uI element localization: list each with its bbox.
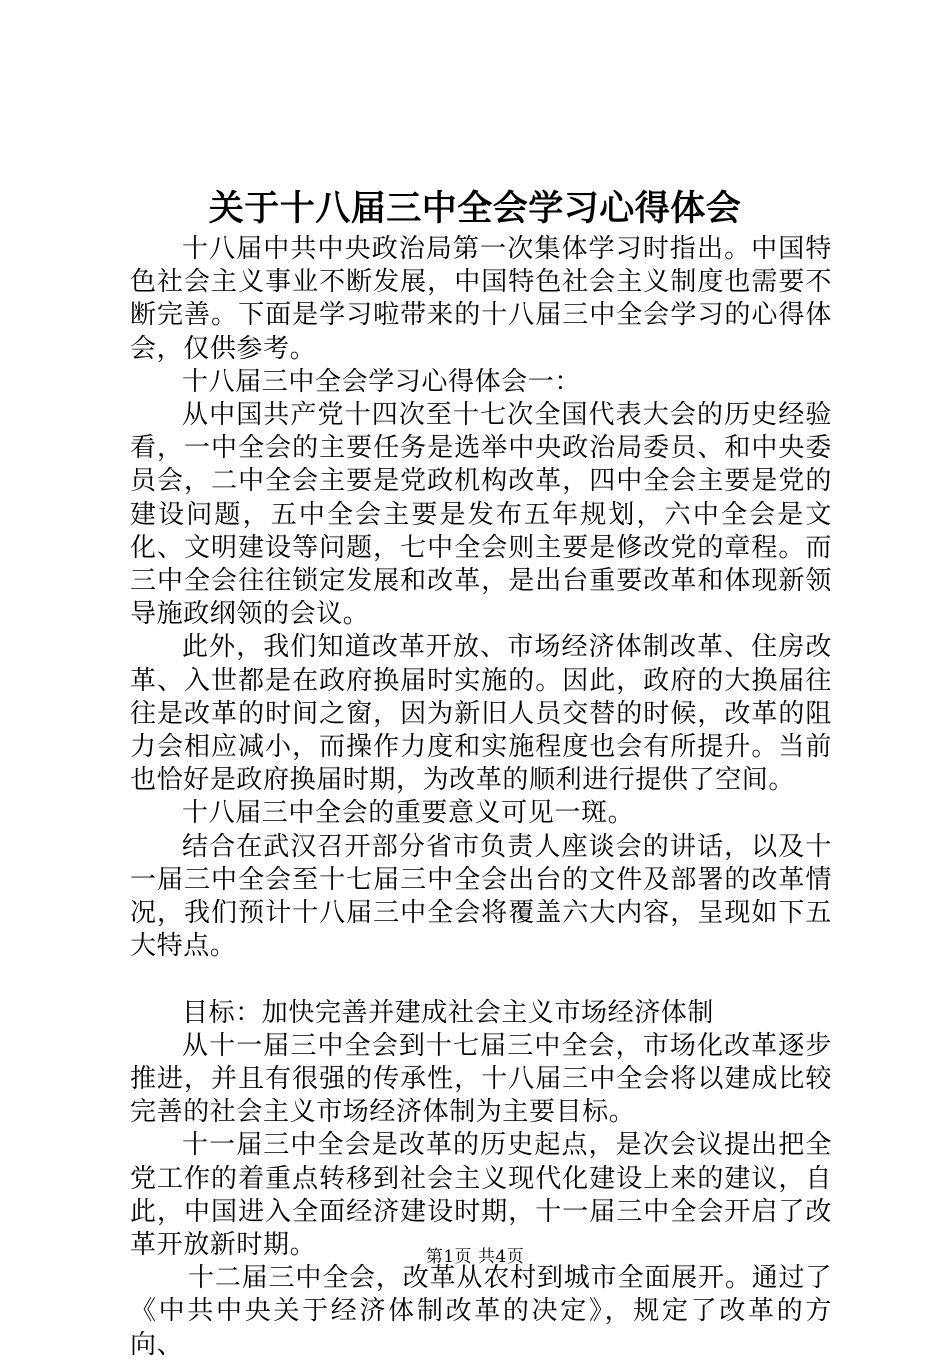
paragraph-section-heading: 十八届三中全会学习心得体会一：: [182, 366, 582, 397]
paragraph-forecast: 结合在武汉召开部分省市负责人座谈会的讲话，以及十一届三中全会至十七届三中全会出台的文件及部署的改革情况，我们预计十八届三中全会将覆盖六大内容，呈现如下五大特点。: [130, 831, 832, 962]
paragraph-twelfth-plenum: 十二届三中全会，改革从农村到城市全面展开。通过了《中共中央关于经济体制改革的决定》，规定了改革的方向、: [130, 1263, 832, 1360]
paragraph-intro: 十八届中共中央政治局第一次集体学习时指出。中国特色社会主义事业不断发展，中国特色社会主义制度也需要不断完善。下面是学习啦带来的十八届三中全会学习的心得体会，仅供参考。: [130, 234, 832, 364]
document-title: 关于十八届三中全会学习心得体会: [208, 188, 742, 229]
paragraph-eleventh-plenum: 十一届三中全会是改革的历史起点，是次会议提出把全党工作的着重点转移到社会主义现代化建设上来的建议，自此，中国进入全面经济建设时期，十一届三中全会开启了改革开放新时期。: [130, 1130, 832, 1261]
page-footer: 第1页 共4页: [425, 1247, 525, 1267]
paragraph-history: 从中国共产党十四次至十七次全国代表大会的历史经验看，一中全会的主要任务是选举中央政治局委员、和中央委员会，二中全会主要是党政机构改革，四中全会主要是党的建设问题，五中全会主要是发布五年规划，六中全会是文化、文明建设等问题，七中全会则主要是修改党的章程。而三中全会往往锁定发展和改革，是出台重要改革和体现新领导施政纲领的会议。: [130, 400, 832, 630]
document-body: [130, 233, 832, 1362]
paragraph-reform-window: 此外，我们知道改革开放、市场经济体制改革、住房改革、入世都是在政府换届时实施的。因此，政府的大换届往往是改革的时间之窗，因为新旧人员交替的时候，改革的阻力会相应减小，而操作力度和实施程度也会有所提升。当前也恰好是政府换届时期，为改革的顺利进行提供了空间。: [130, 632, 832, 796]
paragraph-market-reform: 从十一届三中全会到十七届三中全会，市场化改革逐步推进，并且有很强的传承性，十八届三中全会将以建成比较完善的社会主义市场经济体制为主要目标。: [130, 1030, 832, 1128]
paragraph-significance: 十八届三中全会的重要意义可见一斑。: [182, 798, 635, 829]
paragraph-goal-heading: 目标：加快完善并建成社会主义市场经济体制: [182, 997, 715, 1028]
